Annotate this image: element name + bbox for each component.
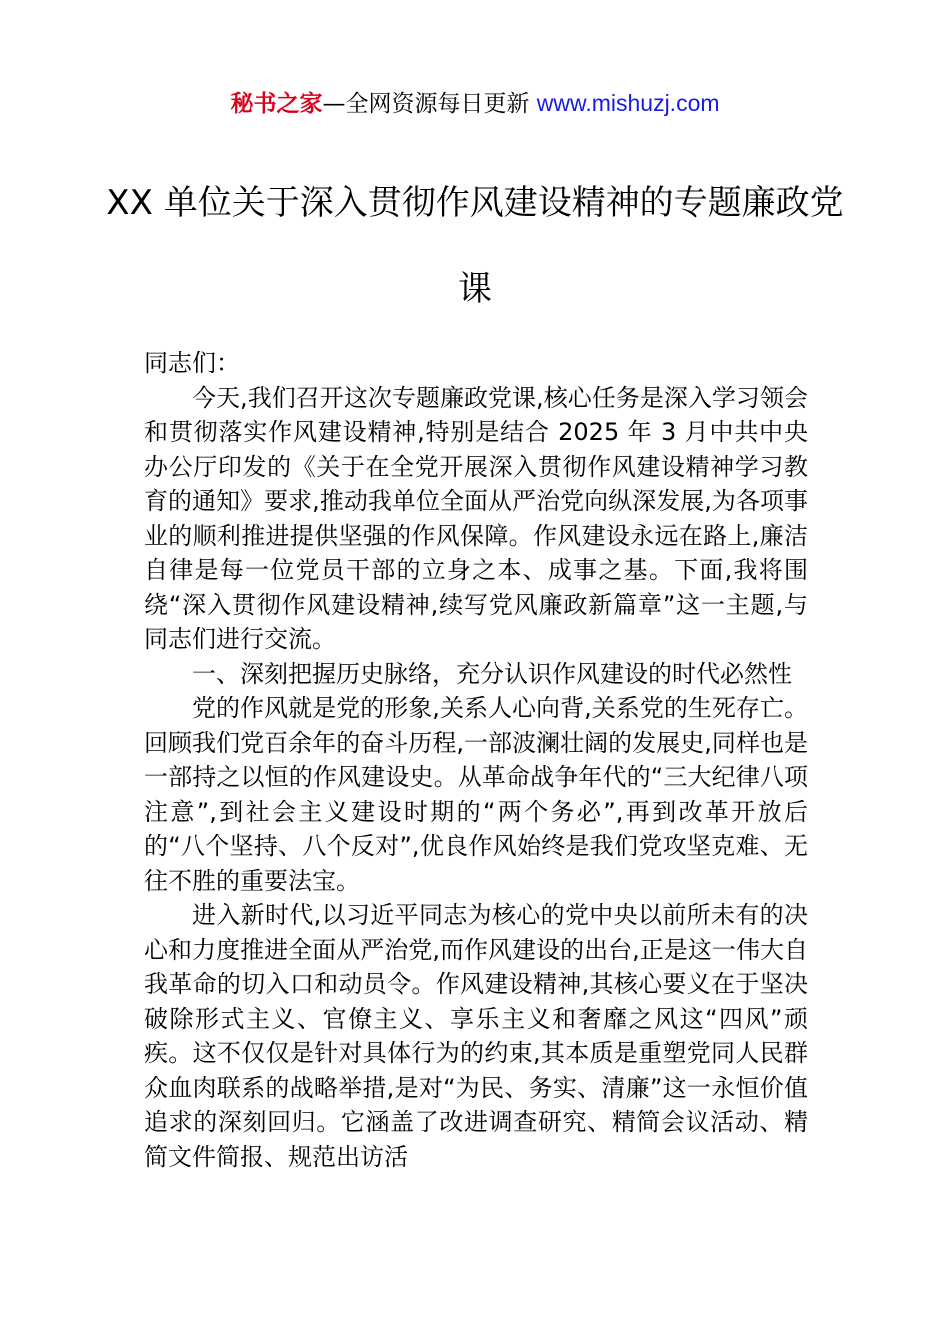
header-tagline: —全网资源每日更新 (322, 91, 537, 117)
section-heading: 一、深刻把握历史脉络，充分认识作风建设的时代必然性 (192, 659, 792, 688)
body-paragraph: 进入新时代,以习近平同志为核心的党中央以前所未有的决心和力度推进全面从严治党,而作风建设的出台,正是这一伟大自我革命的切入口和动员令。作风建设精神,其核心要义在于坚决破除形式主义、官僚主义、享乐主义和奢靡之风这“四风”顽疾。这不仅仅是针对具体行为的约束,其本质是重塑党同人民群众血肉联系的战略举措,是对“为民、务实、清廉”这一永恒价值追求的深刻回归。它涵盖了改进调查研究、精简会议活动、精简文件简报、规范出访活 (144, 901, 808, 1171)
document-body (144, 346, 808, 1174)
site-header-banner (0, 86, 950, 121)
body-paragraph: 党的作风就是党的形象,关系人心向背,关系党的生死存亡。回顾我们党百余年的奋斗历程,一部波澜壮阔的发展史,同样也是一部持之以恒的作风建设史。从革命战争年代的“三大纪律八项注意”,到社会主义建设时期的“两个务必”,再到改革开放后的“八个坚持、八个反对”,优良作风始终是我们党攻坚克难、无往不胜的重要法宝。 (144, 694, 808, 895)
brand-name: 秘书之家 (230, 91, 323, 117)
body-paragraph: 今天,我们召开这次专题廉政党课,核心任务是深入学习领会和贯彻落实作风建设精神,特别是结合 2025 年 3 月中共中央办公厅印发的《关于在全党开展深入贯彻作风建设精神学习教育的通知》要求,推动我单位全面从严治党向纵深发展,为各项事业的顺利推进提供坚强的作风保障。作风建设永远在路上,廉洁自律是每一位党员干部的立身之本、成事之基。下面,我将围绕“深入贯彻作风建设精神,续写党风廉政新篇章”这一主题,与同志们进行交流。 (144, 383, 808, 653)
salutation: 同志们： (144, 349, 240, 377)
document-title: XX 单位关于深入贯彻作风建设精神的专题廉政党课 (106, 183, 844, 309)
site-url-link[interactable]: www.mishuzj.com (536, 90, 720, 116)
